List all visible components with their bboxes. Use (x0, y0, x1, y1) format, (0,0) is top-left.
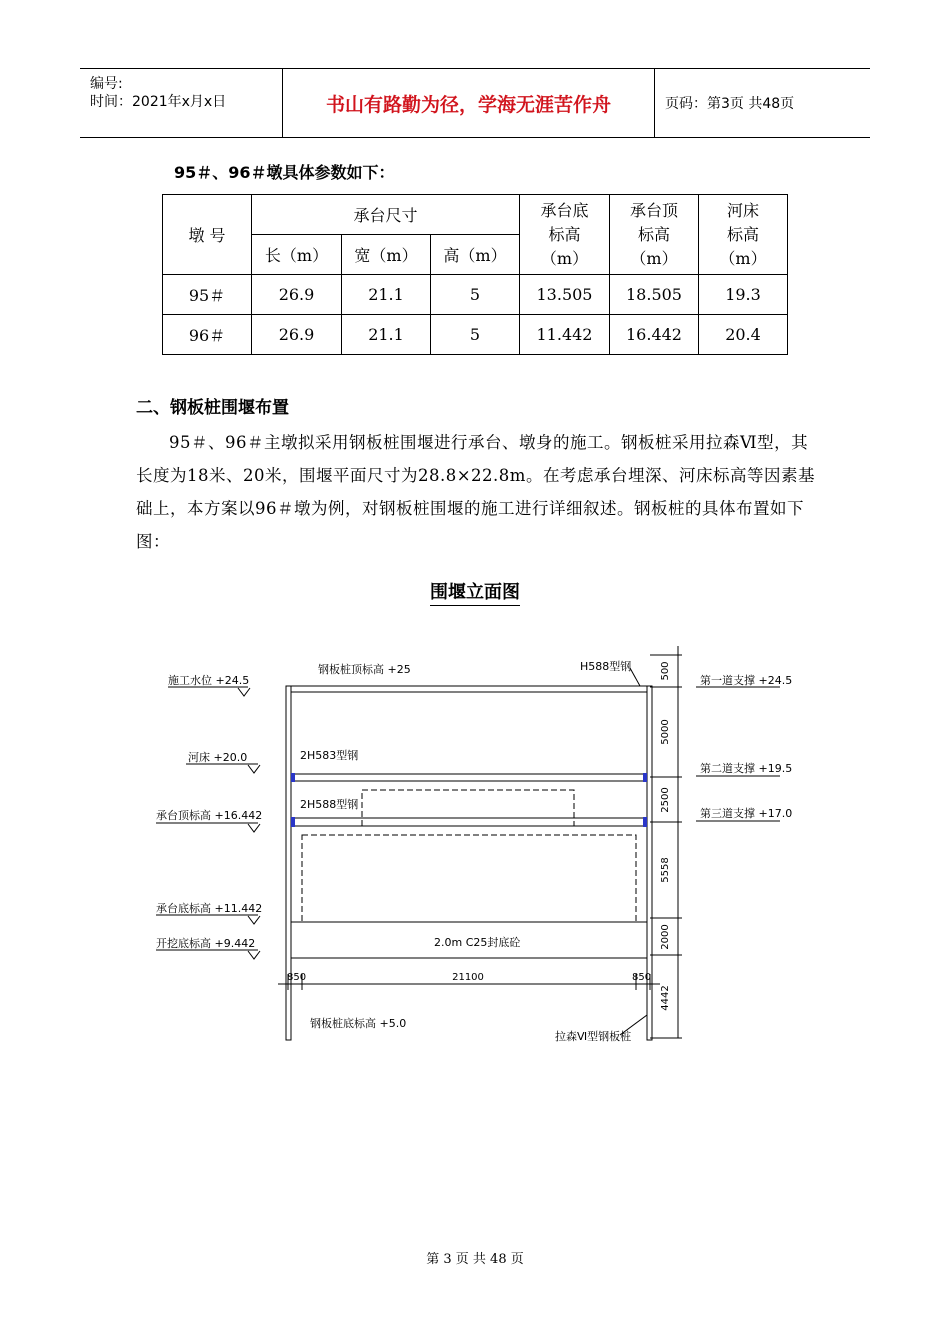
cell-height: 5 (431, 315, 520, 355)
cell-top-elevation: 16.442 (610, 315, 699, 355)
brace-end-plate (643, 773, 647, 782)
header-motto: 书山有路勤为径，学海无涯苦作舟 (283, 69, 655, 137)
cell-pier: 95＃ (163, 275, 252, 315)
table-header-cap-size: 承台尺寸 (252, 195, 520, 235)
table-header-height: 高（m） (431, 235, 520, 275)
elevation-symbol (248, 824, 260, 832)
brace-end-plate (291, 817, 295, 827)
cell-width: 21.1 (342, 275, 431, 315)
table-header-length: 长（m） (252, 235, 342, 275)
header-line: 河床 (726, 200, 759, 220)
cell-width: 21.1 (342, 315, 431, 355)
document-date: 时间：2021年x月x日 (90, 94, 227, 110)
label-river-bed: 河床 +20.0 (188, 751, 248, 764)
header-meta (80, 69, 283, 137)
cell-top-elevation: 18.505 (610, 275, 699, 315)
dim-2500: 2500 (660, 787, 671, 813)
cell-pier: 96＃ (163, 315, 252, 355)
label-pile-type: 拉森Ⅵ型钢板桩 (555, 1030, 632, 1043)
water-level-symbol (238, 688, 250, 696)
dim-21100: 21100 (452, 972, 484, 983)
label-h588: H588型钢 (580, 660, 632, 673)
brace-end-plate (291, 773, 295, 782)
figure-title-text: 围堰立面图 (430, 582, 520, 606)
table-row (163, 315, 788, 355)
cell-length: 26.9 (252, 315, 342, 355)
dim-5558: 5558 (660, 857, 671, 883)
page-header (80, 68, 870, 138)
header-line: 标高 (637, 224, 670, 244)
label-brace-3: 第三道支撑 +17.0 (700, 807, 793, 820)
header-line: （m） (719, 248, 767, 268)
cofferdam-elevation-drawing (150, 640, 793, 1050)
label-brace-1: 第一道支撑 +24.5 (700, 674, 793, 687)
cell-length: 26.9 (252, 275, 342, 315)
document-number: 编号: (90, 76, 123, 92)
table-header-bottom-elevation (520, 195, 610, 275)
elevation-symbol (248, 765, 260, 773)
header-line: 标高 (726, 224, 759, 244)
leader-line (630, 668, 640, 686)
cell-bottom-elevation: 11.442 (520, 315, 610, 355)
params-title: 95＃、96＃墩具体参数如下： (174, 163, 395, 182)
label-pile-top: 钢板桩顶标高 +25 (318, 663, 411, 676)
elevation-symbol (248, 951, 260, 959)
cell-river-elevation: 19.3 (699, 275, 788, 315)
label-cap-bottom: 承台底标高 +11.442 (156, 902, 263, 915)
cell-bottom-elevation: 13.505 (520, 275, 610, 315)
dim-4442: 4442 (660, 985, 671, 1011)
header-line: （m） (540, 248, 589, 268)
table-header-pier: 墩 号 (163, 195, 252, 275)
header-page-number: 页码：第3页 共48页 (665, 96, 795, 112)
dim-2000: 2000 (660, 924, 671, 950)
dim-500: 500 (660, 661, 671, 681)
dim-850-right: 850 (632, 972, 652, 983)
figure-title (0, 578, 950, 604)
label-pile-bottom: 钢板桩底标高 +5.0 (310, 1017, 407, 1030)
body-paragraph: 95＃、96＃主墩拟采用钢板桩围堰进行承台、墩身的施工。钢板桩采用拉森Ⅵ型，其长度为18米、20米，围堰平面尺寸为28.8×22.8m。在考虑承台埋深、河床标高等因素基础上，本方案以96＃墩为例，对钢板桩围堰的施工进行详细叙述。钢板桩的具体布置如下图： (136, 433, 815, 551)
label-water-level: 施工水位 +24.5 (168, 674, 250, 687)
page-footer: 第 3 页 共 48 页 (426, 1252, 524, 1267)
label-cap-top: 承台顶标高 +16.442 (156, 809, 263, 822)
label-beam-3: 2H588型钢 (300, 798, 359, 811)
header-line: （m） (630, 248, 678, 268)
dim-5000: 5000 (660, 719, 671, 745)
table-header-river-elevation (699, 195, 788, 275)
table-header-width: 宽（m） (342, 235, 431, 275)
label-seal-concrete: 2.0m C25封底砼 (434, 936, 521, 949)
brace-end-plate (643, 817, 647, 827)
header-line: 承台顶 (629, 200, 678, 220)
table-row (163, 275, 788, 315)
label-brace-2: 第二道支撑 +19.5 (700, 762, 793, 775)
section-title: 二、钢板桩围堰布置 (136, 398, 289, 418)
elevation-symbol (248, 916, 260, 924)
header-line: 承台底 (540, 200, 589, 220)
pile-cap-outline (302, 835, 636, 922)
pier-parameter-table (162, 194, 788, 355)
header-line: 标高 (548, 224, 581, 244)
cell-height: 5 (431, 275, 520, 315)
label-beam-2: 2H583型钢 (300, 749, 359, 762)
cell-river-elevation: 20.4 (699, 315, 788, 355)
dim-850-left: 850 (287, 972, 307, 983)
label-excavation: 开挖底标高 +9.442 (156, 937, 256, 950)
table-header-top-elevation (610, 195, 699, 275)
pier-outline (362, 790, 574, 826)
